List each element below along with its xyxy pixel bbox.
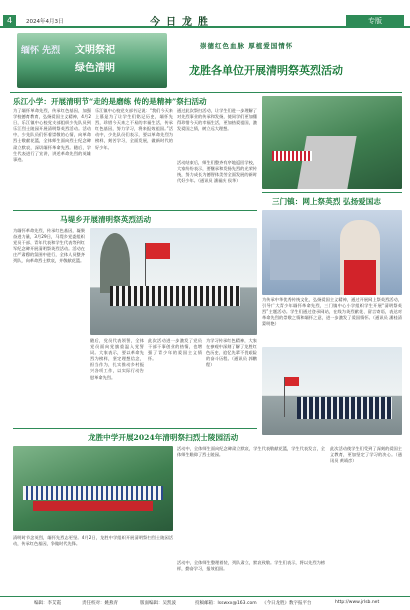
article-3-col-4: 为学习传承红色精神，大家在参观中深刻了解了龙胜红色历史，追忆先辈不畏艰险的奋斗历程。（通讯员 郭鹏程）: [206, 338, 257, 368]
article-4-col-4: 活动中，全体师生整理着装，列队肃立，默哀致敬。学生们表示，将以先烈为榜样，勤奋学习，报效祖国。: [177, 560, 325, 572]
banner-line-1: 文明祭祀: [75, 45, 115, 56]
divider: [13, 428, 257, 429]
article-3-headline: 马堤乡开展清明祭英烈活动: [60, 215, 152, 224]
article-2-photo: [262, 210, 402, 295]
article-1-col-1: 为了缅怀革命先烈，传承红色基因，加强学校德育教育，弘扬爱国主义精神，4月2日，乐江镇中心校党支部组织少先队员到乐江烈士陵园开展清明祭英烈活动。活动中，少先队员们怀着崇敬的心情，向革命烈士敬献花篮，全体师生面向烈士纪念碑肃立默哀，深切缅怀革命先烈。随后，学生代表进行了宣讲，讲述革命先烈的英雄事迹。: [13, 108, 91, 162]
page-number: 4: [3, 15, 16, 27]
divider: [10, 92, 402, 93]
page-footer: [0, 596, 410, 610]
main-headline: 龙胜各单位开展清明祭英烈活动: [189, 64, 343, 77]
section-badge: 专版: [346, 15, 404, 28]
issue-date: 2024年4月3日: [26, 19, 64, 25]
article-3-col-3: 此次活动进一步激发了党员干部干事创业的热情，也增强了青少年的爱国主义情怀。: [148, 338, 202, 362]
article-4-headline: 龙胜中学开展2024年清明祭扫烈士陵园活动: [88, 433, 239, 442]
article-2-headline: 三门镇：网上祭英烈 弘扬爱国志: [272, 197, 381, 206]
article-3-photo: [90, 228, 257, 335]
article-4-col-2: 活动中，全体师生面向纪念碑肃立默哀，学生代表敬献花篮，学生代表发言，全体师生瞻仰了烈士陵园。: [177, 446, 325, 458]
article-4-col-1: 清明时节念英烈，缅怀先烈志更坚。4月2日，龙胜中学组织开展清明祭扫烈士陵园活动，传承红色基因，争做时代先锋。: [13, 535, 173, 547]
article-1-col-4: 活动结束后，师生们整齐有序地返回学校，大家纷纷表示，要继承和发扬先烈的光荣传统，努力成长为德智体美劳全面发展的新时代好少年。（通讯员 潘福庆 侯华）: [177, 160, 257, 184]
footer-url[interactable]: http://www.jrlsb.net: [335, 600, 380, 605]
divider: [262, 192, 402, 193]
article-3-col-2: 随后，党员代表领誓，全体党员面向党旗重温入党誓词。大家表示，要以革命先烈为榜样，坚定理想信念，担当作为，扎实推动乡村振兴各项工作，以实际行动告慰革命先烈。: [90, 338, 144, 380]
footer-slogan: 《今日龙胜》数字报平台: [262, 601, 312, 606]
article-2-photo-2: [262, 347, 402, 435]
footer-email: 投稿邮箱：lsswxx@163.com: [195, 601, 257, 606]
article-4-col-3: 此次活动使学生们受到了深刻的爱国主义教育，更加坚定了学习的决心。（通讯员 黄靖彦）: [330, 446, 402, 464]
banner-left-text: 缅怀 先烈: [21, 46, 61, 56]
footer-review: 版面编辑：吴凯波: [140, 601, 176, 606]
page-slogan: 崇德红色血脉 厚植爱国情怀: [200, 42, 294, 50]
footer-proof: 责任校对：姚燕青: [82, 601, 118, 606]
article-2-body: 为传承中华优秀传统文化，弘扬爱国主义精神，通过开展网上祭英烈活动，引导广大青少年缅怀革命先烈，三门镇中心小学组织学生开展“清明祭英烈”主题活动。学生们通过登录网站，在线为英烈献花、留言寄语，表达对革命先烈的崇敬之情和缅怀之意，进一步激发了爱国情怀。（通讯员 潘桂清 蒙明艳）: [262, 297, 402, 327]
banner-line-2: 绿色清明: [75, 63, 115, 74]
footer-editor: 编辑：李艾霞: [34, 601, 61, 606]
article-1-headline: 乐江小学：开展清明节“走的是磨练 传的是精神”祭扫活动: [13, 97, 207, 106]
article-3-col-1: 为缅怀革命先烈，传承红色基因，凝聚奋进力量，3月29日，马堤乡党委组织党员干部、青年代表和学生代表等到红军纪念碑开展清明祭英烈活动。活动在庄严肃穆的氛围中进行，全体人员整齐列队，向革命烈士默哀，并敬献花篮。: [13, 228, 85, 264]
paper-name: 今日龙胜: [150, 17, 214, 28]
qingming-banner: [17, 33, 167, 88]
article-1-col-3: 通过此次祭扫活动，让学生们进一步理解了对先烈事业的传承和发扬，使同学们更加懂得珍惜今天的幸福生活，更加热爱祖国，激发爱国之情，树立远大理想。: [177, 108, 257, 132]
page-header: [0, 0, 410, 28]
article-1-photo: [262, 96, 402, 189]
article-1-col-2: 乐江镇中心校党支部书记说：“我们今天来上墓是为了让学生们铭记历史，缅怀先烈，珍惜今天来之不易的幸福生活，传承红色基因，努力学习，将来报效祖国。”活动中，少先队员们表示，要以革命先烈为榜样，刻苦学习，全面发展，做新时代的好少年。: [95, 108, 173, 150]
divider: [13, 210, 257, 211]
article-4-photo: [13, 446, 173, 531]
